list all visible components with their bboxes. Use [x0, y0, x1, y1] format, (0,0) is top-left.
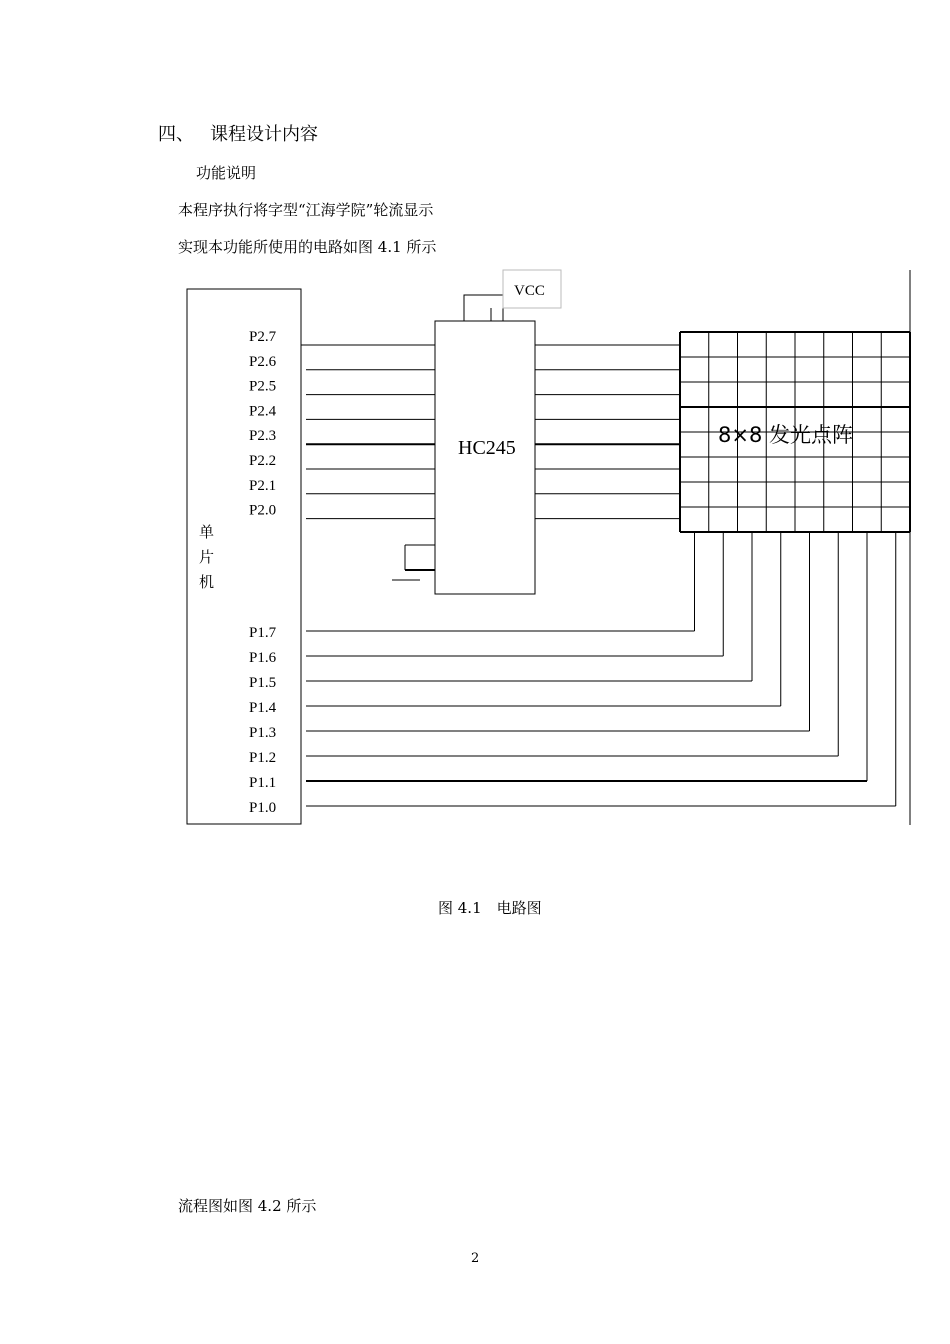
section-title: 课程设计内容	[210, 124, 318, 145]
p2-pin-label: P2.5	[249, 378, 277, 395]
p1-pin-label: P1.5	[249, 675, 277, 691]
flowchart-reference: 流程图如图 4.2 所示	[178, 1197, 317, 1215]
mcu-label-char: 机	[199, 573, 215, 591]
figure-caption: 图 4.1 电路图	[438, 899, 542, 917]
p1-pin-label: P1.7	[249, 625, 277, 641]
p2-pin-label: P2.3	[249, 428, 277, 445]
p1-pin-label: P1.1	[249, 775, 277, 791]
p2-pin-label: P2.2	[249, 453, 277, 469]
p1-pin-label: P1.4	[249, 700, 277, 716]
vcc-label: VCC	[514, 283, 545, 299]
hc245-label: HC245	[458, 437, 516, 459]
vcc-connector	[464, 295, 503, 321]
matrix-label: 8×8 发光点阵	[718, 423, 853, 447]
page-number: 2	[471, 1251, 480, 1266]
p2-pin-label: P2.7	[249, 329, 277, 345]
p2-pin-label: P2.0	[249, 502, 277, 519]
mcu-label-char: 单	[199, 523, 215, 541]
mcu-label-char: 片	[199, 548, 215, 566]
section-number: 四、	[158, 124, 194, 145]
p2-pin-label: P2.6	[249, 353, 277, 370]
subheading: 功能说明	[196, 164, 257, 182]
paragraph-1: 本程序执行将字型“江海学院”轮流显示	[178, 201, 434, 219]
p1-pin-label: P1.0	[249, 800, 277, 816]
p2-pin-label: P2.1	[249, 477, 277, 494]
paragraph-2: 实现本功能所使用的电路如图 4.1 所示	[178, 238, 437, 256]
p1-pin-label: P1.2	[249, 750, 277, 766]
p1-pin-label: P1.6	[249, 650, 277, 666]
p2-pin-label: P2.4	[249, 403, 277, 420]
p1-pin-label: P1.3	[249, 725, 277, 741]
